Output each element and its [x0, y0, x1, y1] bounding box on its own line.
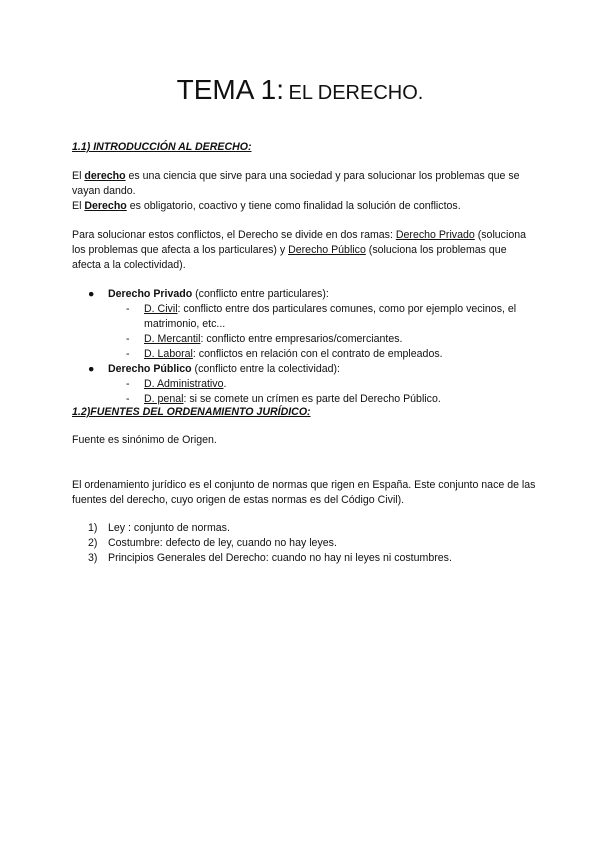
bullet-dot-icon: ● — [88, 363, 95, 375]
term-derecho-privado: Derecho Privado — [395, 229, 475, 241]
section-heading-fuentes: 1.2)FUENTES DEL ORDENAMIENTO JURÍDICO: — [72, 406, 311, 418]
text-run: (soluciona los problemas que afecta a la colectividad). — [72, 244, 507, 271]
dash-icon: - — [126, 378, 130, 390]
list-marker: 1) — [88, 522, 98, 534]
term-derecho-2: Derecho — [84, 200, 127, 212]
document-title — [0, 74, 600, 106]
text-run: es obligatorio, coactivo y tiene como finalidad la solución de conflictos. — [126, 200, 461, 212]
paragraph-fuente-origen: Fuente es sinónimo de Origen. — [72, 434, 217, 446]
text-run: (soluciona los problemas que afecta a los particulares) y — [72, 229, 527, 256]
sub-item-term: D. Laboral — [144, 348, 193, 360]
section-heading-introduccion: 1.1) INTRODUCCIÓN AL DERECHO: — [72, 141, 252, 153]
term-derecho-publico: Derecho Público — [288, 244, 366, 256]
sub-item-administrativo — [72, 377, 542, 392]
sub-item-term: D. Administrativo — [144, 378, 224, 390]
bullet-rest: (conflicto entre particulares): — [192, 288, 329, 300]
list-item-text: Principios Generales del Derecho: cuando no hay ni leyes ni costumbres. — [108, 552, 452, 564]
sub-item-laboral — [72, 347, 542, 362]
bullet-label: Derecho Público — [108, 363, 192, 375]
title-main: TEMA 1: — [176, 74, 285, 105]
paragraph-ramas — [72, 228, 538, 273]
text-run: Para solucionar estos conflictos, el Derecho se divide en dos ramas: — [72, 229, 396, 241]
bullet-dot-icon: ● — [88, 288, 95, 300]
dash-icon: - — [126, 393, 130, 405]
dash-icon: - — [126, 348, 130, 360]
fuentes-numbered-list — [72, 521, 538, 566]
ramas-bullet-list — [72, 287, 542, 407]
paragraph-derecho-ciencia — [72, 169, 538, 199]
sub-item-text: : conflicto entre dos particulares comunes, como por ejemplo vecinos, el matrimonio, etc... — [144, 303, 517, 330]
bullet-rest: (conflicto entre la colectividad): — [191, 363, 340, 375]
sub-item-text: : si se comete un crímen es parte del Derecho Público. — [183, 393, 441, 405]
sub-item-text: . — [223, 378, 227, 390]
sub-item-term: D. Mercantil — [144, 333, 201, 345]
bullet-item-derecho-publico — [72, 362, 542, 377]
text-run: El — [72, 170, 85, 182]
term-derecho: derecho — [84, 170, 126, 182]
list-item-costumbre — [72, 536, 538, 551]
sub-item-civil — [72, 302, 542, 332]
paragraph-ordenamiento: El ordenamiento jurídico es el conjunto de normas que rigen en España. Este conjunto nace de las fuentes del derecho, cuyo origen de estas normas es del Código Civil). — [72, 479, 536, 506]
paragraph-derecho-obligatorio — [72, 199, 538, 214]
bullet-label: Derecho Privado — [108, 288, 193, 300]
sub-item-text: : conflicto entre empresarios/comerciantes. — [200, 333, 403, 345]
list-marker: 2) — [88, 537, 98, 549]
list-marker: 3) — [88, 552, 98, 564]
list-item-text: Ley : conjunto de normas. — [108, 522, 230, 534]
sub-item-term: D. Civil — [144, 303, 178, 315]
sub-item-term: D. penal — [144, 393, 184, 405]
list-item-principios — [72, 551, 538, 566]
dash-icon: - — [126, 303, 130, 315]
sub-item-penal — [72, 392, 542, 407]
list-item-text: Costumbre: defecto de ley, cuando no hay leyes. — [108, 537, 337, 549]
text-run: El — [72, 200, 85, 212]
sub-item-text: : conflictos en relación con el contrato de empleados. — [192, 348, 443, 360]
dash-icon: - — [126, 333, 130, 345]
list-item-ley — [72, 521, 538, 536]
title-rest: EL DERECHO. — [288, 82, 424, 104]
text-run: es una ciencia que sirve para una sociedad y para solucionar los problemas que se vayan dando. — [72, 170, 520, 197]
sub-item-mercantil — [72, 332, 542, 347]
bullet-item-derecho-privado — [72, 287, 542, 302]
